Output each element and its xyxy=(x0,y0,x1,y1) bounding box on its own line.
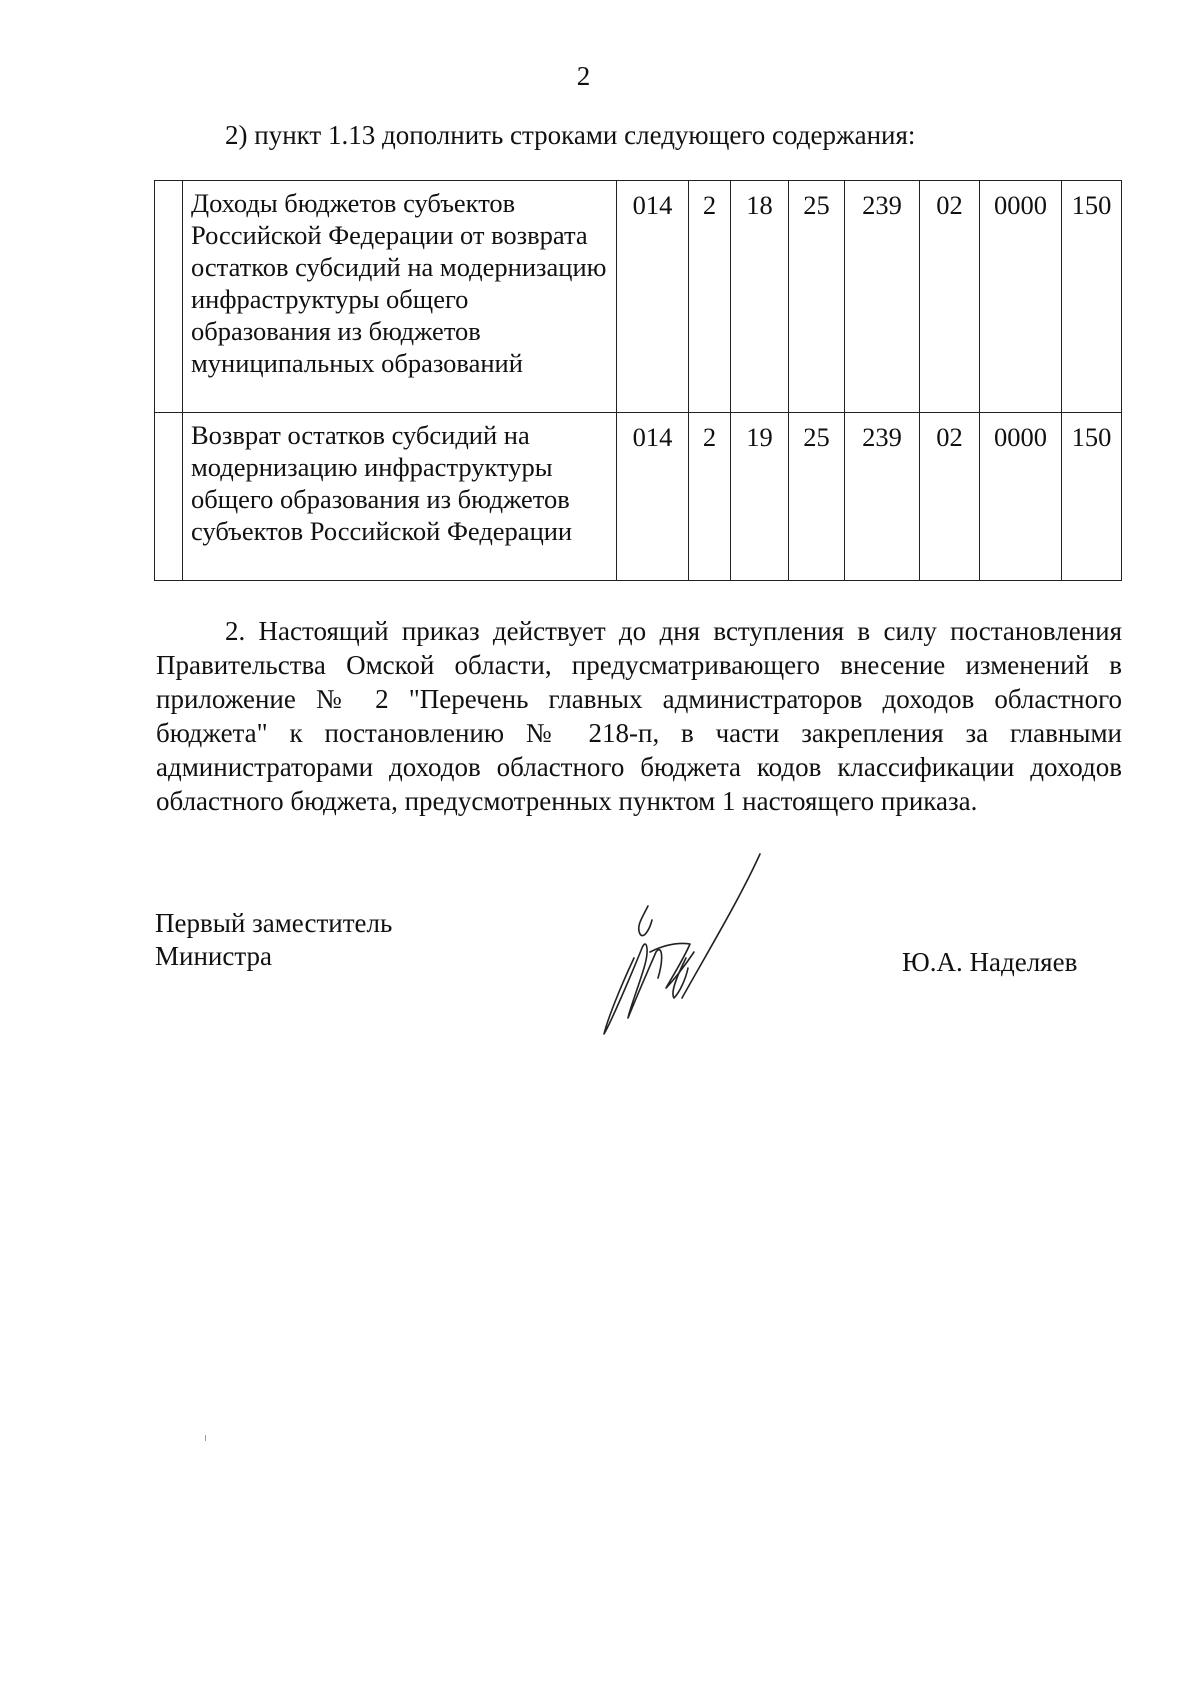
signer-name: Ю.А. Наделяев xyxy=(902,947,1078,977)
page-number: 2 xyxy=(576,61,591,91)
code-subgroup: 18 xyxy=(731,181,789,413)
code-group: 2 xyxy=(689,181,731,413)
code-program: 0000 xyxy=(980,413,1062,581)
code-subgroup: 19 xyxy=(731,413,789,581)
code-economic: 150 xyxy=(1062,181,1122,413)
code-article: 25 xyxy=(789,181,845,413)
code-element: 02 xyxy=(920,413,980,581)
row-index-cell xyxy=(155,413,183,581)
row-index-cell xyxy=(155,181,183,413)
signer-position xyxy=(155,907,392,973)
code-subarticle: 239 xyxy=(845,181,920,413)
scan-speck xyxy=(205,1435,206,1441)
code-administrator: 014 xyxy=(617,181,689,413)
signer-position-line-2: Министра xyxy=(155,941,272,971)
table-row xyxy=(155,181,1122,413)
code-administrator: 014 xyxy=(617,413,689,581)
row-description: Возврат остатков субсидий на модернизацию инфраструктуры общего образования из бюджетов субъектов Российской Федерации xyxy=(183,413,617,581)
row-description: Доходы бюджетов субъектов Российской Федерации от возврата остатков субсидий на модернизацию инфраструктуры общего образования из бюджетов муниципальных образований xyxy=(183,181,617,413)
codes-table xyxy=(154,180,1122,581)
code-article: 25 xyxy=(789,413,845,581)
table-row xyxy=(155,413,1122,581)
code-subarticle: 239 xyxy=(845,413,920,581)
code-economic: 150 xyxy=(1062,413,1122,581)
code-element: 02 xyxy=(920,181,980,413)
signer-position-line-1: Первый заместитель xyxy=(155,908,393,938)
handwritten-signature xyxy=(590,848,770,1038)
paragraph-2: 2. Настоящий приказ действует до дня вступления в силу постановления Правительства Омской области, предусматривающего внесение изменений в приложение № 2 "Перечень главных администраторов доходов областного бюджета" к постановлению № 218-п, в части закрепления за главными администраторами доходов областного бюджета кодов классификации доходов областного бюджета, предусмотренных пунктом 1 настоящего приказа. xyxy=(156,616,1122,816)
intro-text: 2) пункт 1.13 дополнить строками следующего содержания: xyxy=(225,120,916,150)
code-program: 0000 xyxy=(980,181,1062,413)
code-group: 2 xyxy=(689,413,731,581)
